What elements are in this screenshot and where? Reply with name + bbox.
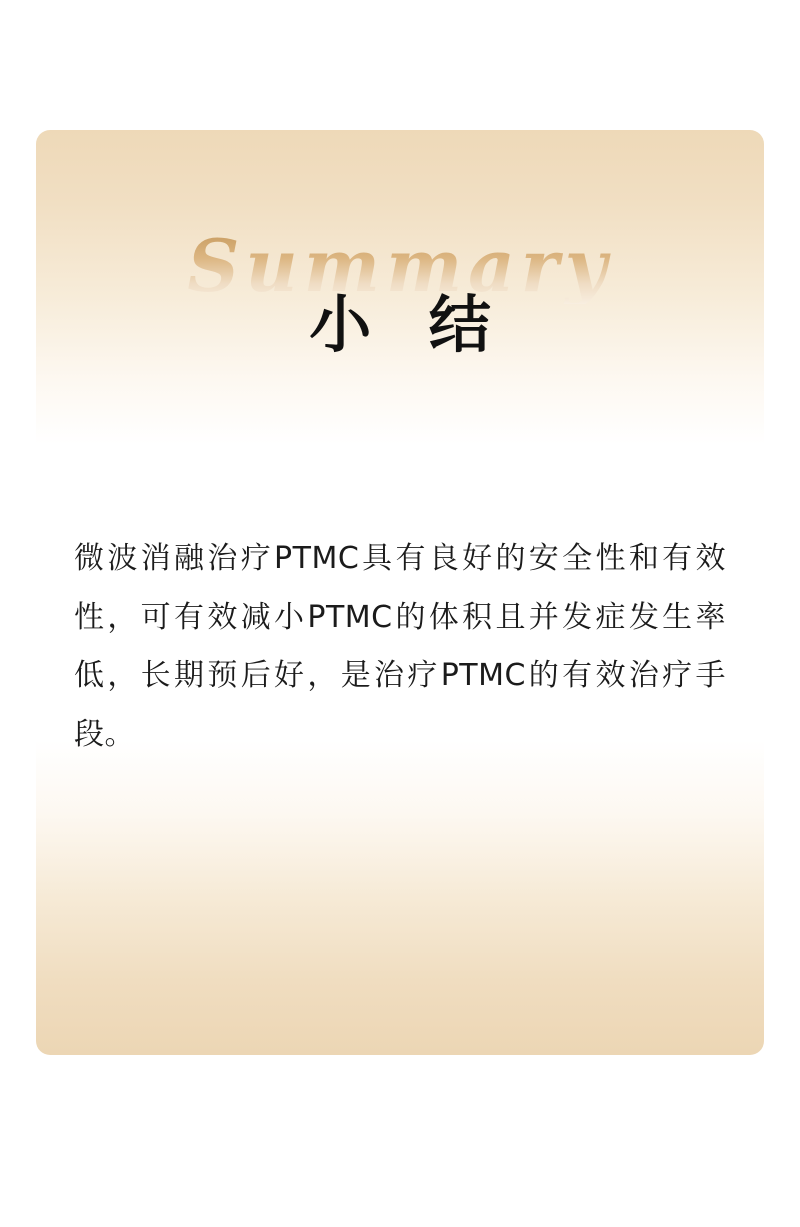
summary-script-title: Summary	[36, 230, 764, 304]
summary-body-text: 微波消融治疗PTMC具有良好的安全性和有效性，可有效减小PTMC的体积且并发症发生率低，长期预后好，是治疗PTMC的有效治疗手段。	[74, 541, 726, 752]
summary-card	[36, 130, 764, 1055]
summary-chinese-title: 小 结	[309, 288, 509, 361]
title-block	[36, 223, 764, 364]
